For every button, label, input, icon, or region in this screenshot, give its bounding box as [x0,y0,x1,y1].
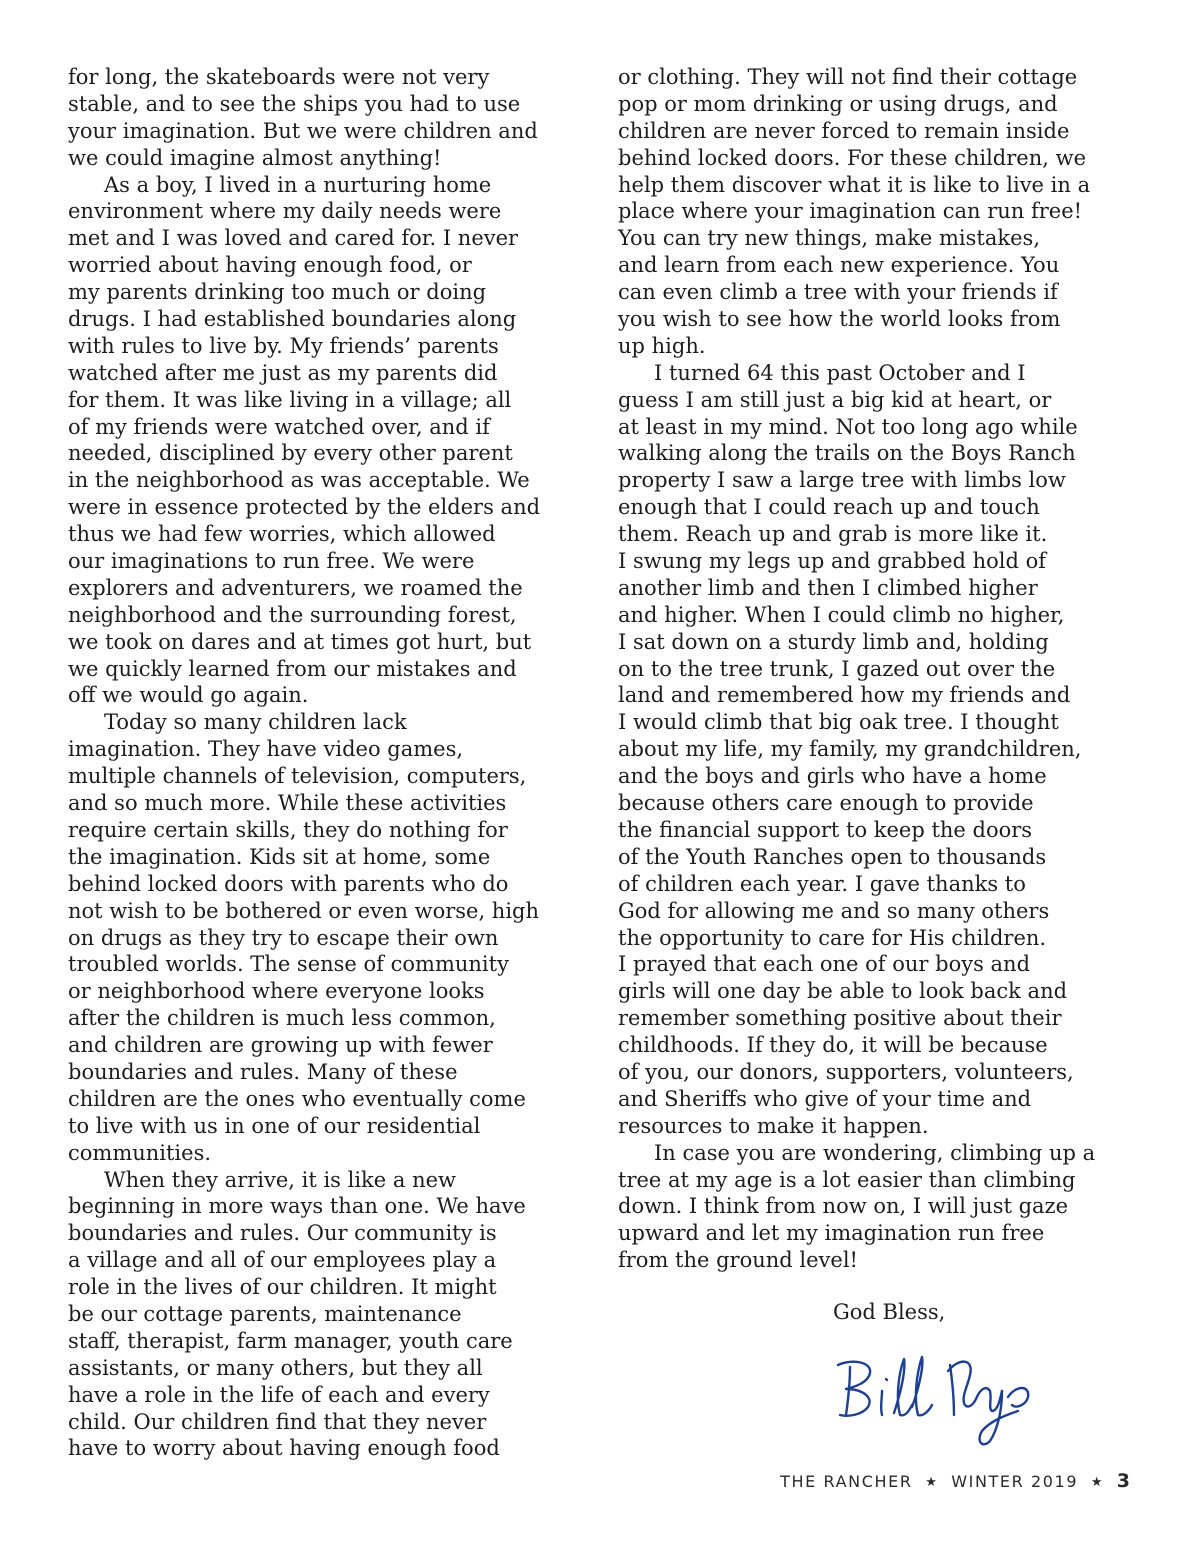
text-line: I prayed that each one of our boys and [618,952,1031,977]
text-line: remember something positive about their [618,1006,1062,1031]
closing-salutation: God Bless, [833,1300,946,1324]
page-footer [780,1470,1130,1492]
text-line: pop or mom drinking or using drugs, and [618,91,1058,116]
text-line: the financial support to keep the doors [618,817,1033,842]
star-separator-icon: ★ [1090,1475,1105,1490]
text-line: on drugs as they try to escape their own [68,925,499,950]
text-line: we quickly learned from our mistakes and [68,656,517,681]
text-line: In case you are wondering, climbing up a [654,1140,1096,1165]
text-line: off we would go again. [68,683,309,708]
text-line: walking along the trails on the Boys Ranch [618,441,1076,466]
text-line: upward and let my imagination run free [618,1221,1045,1246]
text-line: down. I think from now on, I will just gaze [618,1194,1069,1219]
text-line: a village and all of our employees play a [68,1248,497,1273]
text-line: up high. [618,333,706,358]
text-line: and so much more. While these activities [68,791,507,816]
text-line: and the boys and girls who have a home [618,764,1047,789]
text-line: the imagination. Kids sit at home, some [68,844,491,869]
text-line: require certain skills, they do nothing for [68,817,508,842]
text-line: or clothing. They will not find their cottage [618,65,1078,89]
text-line: troubled worlds. The sense of community [68,952,509,977]
text-line: drugs. I had established boundaries along [68,307,517,332]
text-line: of you, our donors, supporters, volunteers, [618,1059,1074,1084]
text-line: boundaries and rules. Many of these [68,1059,458,1084]
text-line: we could imagine almost anything! [68,145,442,170]
left-text-column [68,64,588,1462]
text-line: neighborhood and the surrounding forest, [68,602,517,627]
text-line: I swung my legs up and grabbed hold of [618,549,1047,574]
text-line: resources to make it happen. [618,1113,929,1138]
right-text-column [618,64,1138,1274]
text-line: You can try new things, make mistakes, [618,226,1040,251]
text-line: boundaries and rules. Our community is [68,1221,497,1246]
text-line: tree at my age is a lot easier than climbing [618,1167,1076,1192]
text-line: role in the lives of our children. It might [68,1275,497,1300]
text-line: and Sheriffs who give of your time and [618,1086,1032,1111]
text-line: about my life, my family, my grandchildren, [618,737,1082,762]
text-line: you wish to see how the world looks from [618,307,1061,332]
text-line: I would climb that big oak tree. I thought [618,710,1059,735]
text-line: or neighborhood where everyone looks [68,979,485,1004]
text-line: the opportunity to care for His children. [618,925,1047,950]
text-line: behind locked doors. For these children, we [618,145,1086,170]
handwritten-signature [820,1345,1050,1455]
text-line: of children each year. I gave thanks to [618,871,1026,896]
text-line: be our cottage parents, maintenance [68,1301,462,1326]
text-line: in the neighborhood as was acceptable. We [68,468,530,493]
text-line: of my friends were watched over, and if [68,414,490,439]
text-line: girls will one day be able to look back and [618,979,1068,1004]
text-line: staff, therapist, farm manager, youth care [68,1328,513,1353]
text-line: we took on dares and at times got hurt, but [68,629,532,654]
text-line: and higher. When I could climb no higher, [618,602,1065,627]
text-line: them. Reach up and grab is more like it. [618,522,1048,547]
text-line: As a boy, I lived in a nurturing home [104,172,492,197]
text-line: with rules to live by. My friends’ parents [68,333,499,358]
text-line: of the Youth Ranches open to thousands [618,844,1047,869]
text-line: God for allowing me and so many others [618,898,1050,923]
text-line: and learn from each new experience. You [618,253,1060,278]
text-line: children are the ones who eventually come [68,1086,526,1111]
text-line: property I saw a large tree with limbs low [618,468,1066,493]
issue-date: WINTER 2019 [951,1472,1079,1491]
text-line: Today so many children lack [104,710,407,735]
text-line: help them discover what it is like to live in a [618,172,1091,197]
text-line: beginning in more ways than one. We have [68,1194,526,1219]
text-line: worried about having enough food, or [68,253,472,278]
text-line: When they arrive, it is like a new [104,1167,457,1192]
text-line: for long, the skateboards were not very [68,65,490,89]
text-line: environment where my daily needs were [68,199,502,224]
text-line: at least in my mind. Not too long ago while [618,414,1078,439]
text-line: because others care enough to provide [618,791,1034,816]
text-line: another limb and then I climbed higher [618,575,1038,600]
text-line: can even climb a tree with your friends if [618,280,1058,305]
text-line: place where your imagination can run free! [618,199,1083,224]
text-line: were in essence protected by the elders and [68,495,541,520]
text-line: after the children is much less common, [68,1006,496,1031]
text-line: explorers and adventurers, we roamed the [68,575,523,600]
text-line: childhoods. If they do, it will be because [618,1033,1048,1058]
publication-name: THE RANCHER [780,1472,913,1491]
text-line: thus we had few worries, which allowed [68,522,496,547]
text-line: child. Our children find that they never [68,1409,487,1434]
text-line: assistants, or many others, but they all [68,1355,483,1380]
text-line: our imaginations to run free. We were [68,549,475,574]
text-line: have to worry about having enough food [68,1436,500,1461]
text-line: enough that I could reach up and touch [618,495,1040,520]
text-line: met and I was loved and cared for. I never [68,226,519,251]
text-line: my parents drinking too much or doing [68,280,487,305]
text-line: I sat down on a sturdy limb and, holding [618,629,1049,654]
text-line: have a role in the life of each and every [68,1382,490,1407]
star-separator-icon: ★ [925,1475,939,1490]
text-line: land and remembered how my friends and [618,683,1071,708]
text-line: watched after me just as my parents did [68,360,498,385]
text-line: communities. [68,1140,212,1165]
text-line: behind locked doors with parents who do [68,871,509,896]
text-line: children are never forced to remain inside [618,118,1070,143]
text-line: guess I am still just a big kid at heart, or [618,387,1052,412]
text-line: stable, and to see the ships you had to use [68,91,521,116]
text-line: to live with us in one of our residential [68,1113,481,1138]
text-line: not wish to be bothered or even worse, high [68,898,540,923]
text-line: needed, disciplined by every other parent [68,441,513,466]
text-line: for them. It was like living in a village; all [68,387,512,412]
text-line: imagination. They have video games, [68,737,464,762]
text-line: on to the tree trunk, I gazed out over the [618,656,1056,681]
text-line: I turned 64 this past October and I [654,360,1026,385]
page-number: 3 [1116,1470,1130,1492]
text-line: from the ground level! [618,1248,858,1273]
text-line: multiple channels of television, computers, [68,764,527,789]
text-line: and children are growing up with fewer [68,1033,493,1058]
text-line: your imagination. But we were children and [68,118,538,143]
